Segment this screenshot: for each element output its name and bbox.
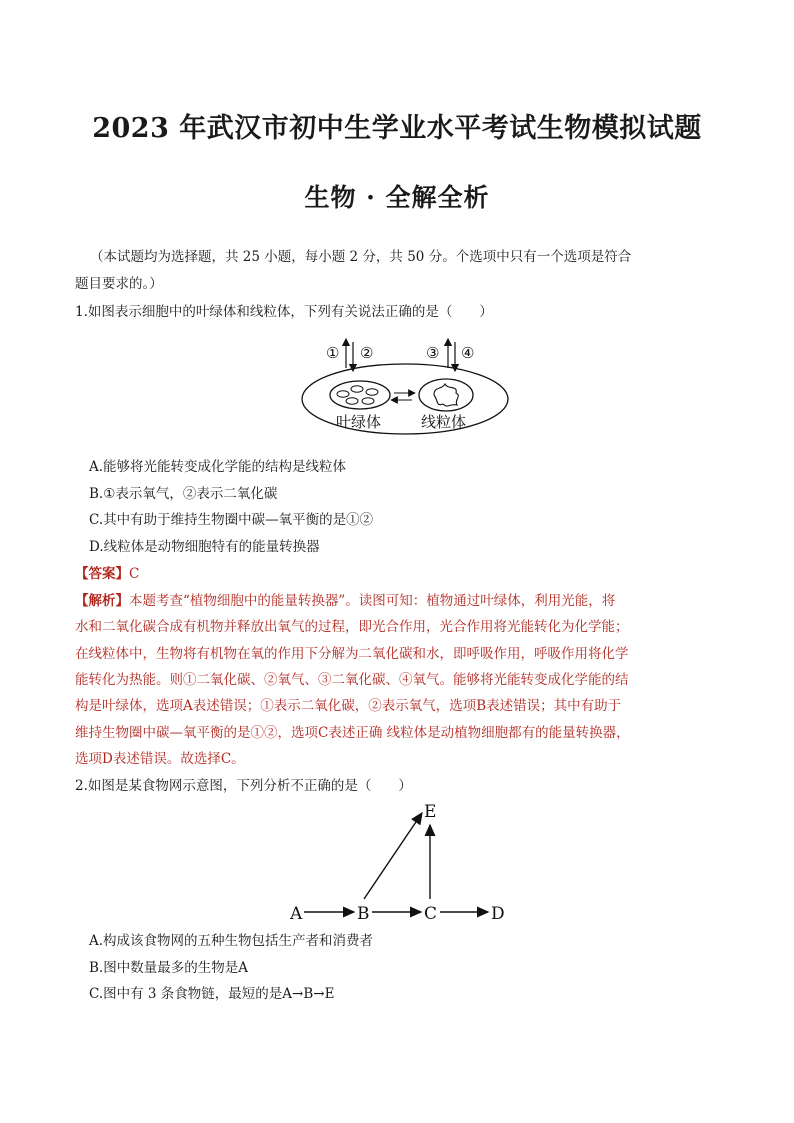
q2-option-c: C.图中有 3 条食物链，最短的是A→B→E: [89, 986, 335, 1002]
q1-option-d: D.线粒体是动物细胞特有的能量转换器: [89, 539, 320, 555]
chloroplast-shape: [330, 381, 390, 409]
node-b: B: [357, 904, 370, 924]
label-4: ④: [461, 344, 475, 362]
node-a: A: [290, 904, 303, 924]
q1-analysis-line-1: 【解析】本题考查“植物细胞中的能量转换器”。读图可知：植物通过叶绿体，利用光能，将: [75, 593, 616, 609]
q1-analysis-line-7: 选项D表述错误。故选择C。: [75, 751, 245, 767]
label-1: ①: [326, 344, 340, 362]
analysis-tag: 【解析】: [75, 593, 129, 609]
page-subtitle: 生物 · 全解全析: [304, 183, 490, 212]
node-d: D: [491, 904, 505, 924]
q1-option-b: B.①表示氧气，②表示二氧化碳: [89, 486, 278, 502]
q1-option-a: A.能够将光能转变成化学能的结构是线粒体: [89, 459, 347, 475]
label-3: ③: [426, 344, 440, 362]
q1-analysis-line-4: 能转化为热能。则①二氧化碳、②氧气、③二氧化碳、④氧气。能够将光能转变成化学能的结: [75, 672, 629, 688]
q1-analysis-line-6: 维持生物圈中碳—氧平衡的是①②，选项C表述正确 线粒体是动植物细胞都有的能量转换器，: [75, 725, 630, 741]
answer-value: C: [129, 566, 140, 582]
mitochondrion-label: 线粒体: [421, 413, 467, 431]
q1-analysis-line-2: 水和二氧化碳合成有机物并释放出氧气的过程，即光合作用，光合作用将光能转化为化学能；: [75, 619, 629, 635]
question-2-stem: 2.如图是某食物网示意图，下列分析不正确的是（ ）: [75, 778, 412, 794]
node-c: C: [424, 904, 438, 924]
label-2: ②: [360, 344, 374, 362]
instructions-line-2: 题目要求的。）: [75, 276, 163, 292]
q1-analysis-line-5: 构是叶绿体，选项A表述错误；①表示二氧化碳，②表示氧气，选项B表述错误；其中有助于: [75, 698, 622, 714]
q2-option-a: A.构成该食物网的五种生物包括生产者和消费者: [89, 933, 374, 949]
q1-answer: [75, 566, 139, 582]
q1-option-c: C.其中有助于维持生物圈中碳—氧平衡的是①②: [89, 512, 374, 528]
node-e: E: [424, 802, 437, 822]
answer-tag: 【答案】: [75, 566, 129, 582]
instructions-line-1: （本试题均为选择题，共 25 小题，每小题 2 分，共 50 分。个选项中只有一个选项是符合: [90, 249, 632, 265]
arrow-b-e: [364, 813, 422, 899]
food-web-diagram: [280, 795, 520, 925]
question-1-stem: 1.如图表示细胞中的叶绿体和线粒体，下列有关说法正确的是（ ）: [75, 304, 493, 320]
q1-analysis-line-3: 在线粒体中，生物将有机物在氧的作用下分解为二氧化碳和水，即呼吸作用，呼吸作用将化学: [75, 646, 629, 662]
cell-organelle-diagram: [300, 338, 510, 438]
chloroplast-label: 叶绿体: [336, 413, 382, 431]
page-title: 2023 年武汉市初中生学业水平考试生物模拟试题: [92, 113, 702, 144]
cell-outline: [302, 364, 508, 434]
q2-option-b: B.图中数量最多的生物是A: [89, 960, 248, 976]
